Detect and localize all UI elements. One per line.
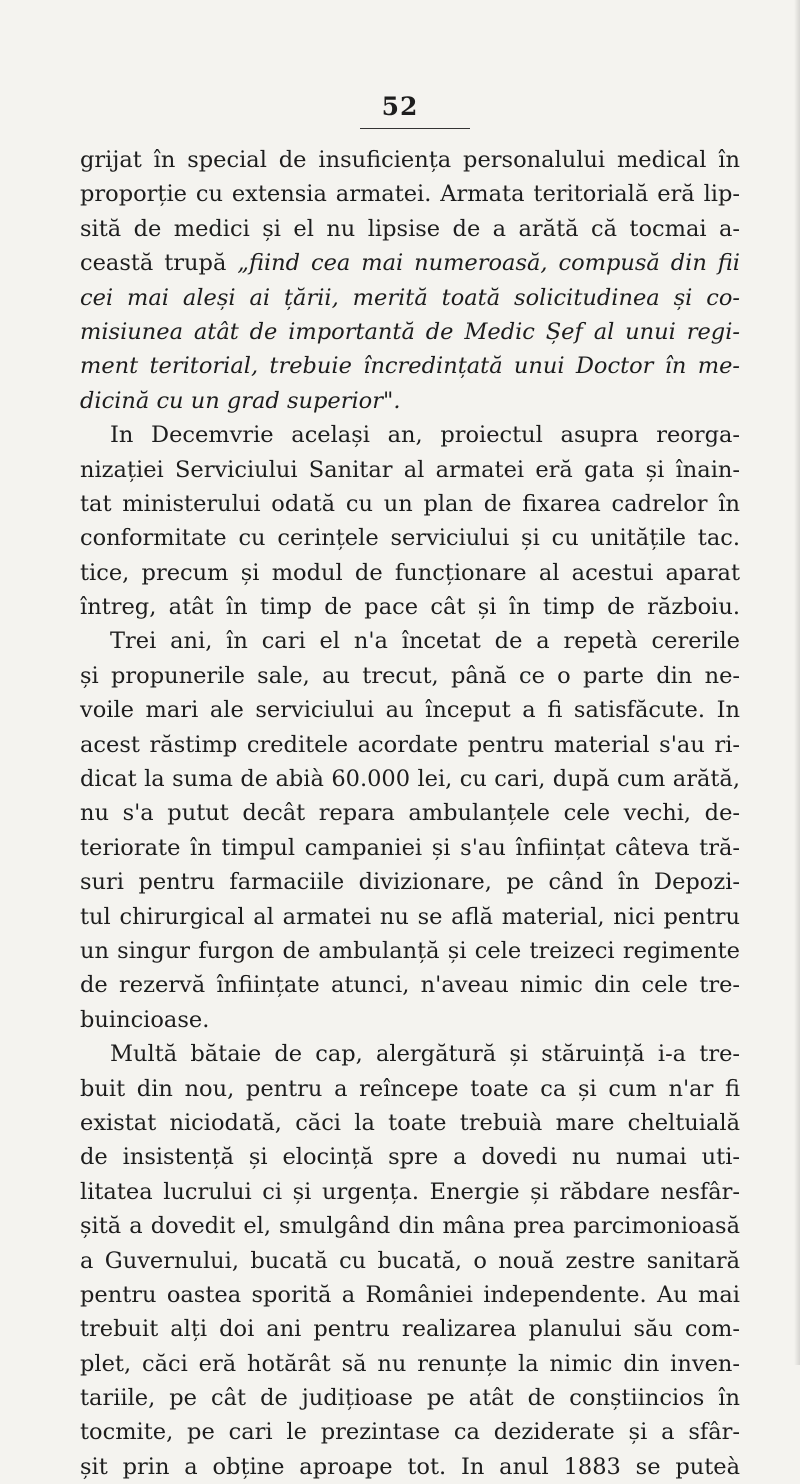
body-text: [80, 143, 740, 1484]
text-line: In Decemvrie același an, proiectul asupra reorga-: [110, 422, 740, 449]
text-line: litatea lucrului ci și urgența. Energie și răbdare nesfâr-: [80, 1178, 740, 1205]
text-line: un singur furgon de ambulanță și cele treizeci regimente: [80, 937, 740, 964]
text-line: Multă bătaie de cap, alergătură și stăruință i-a tre-: [110, 1041, 740, 1068]
text-line: existat niciodată, căci la toate trebuià mare cheltuială: [80, 1109, 740, 1136]
text-line: tice, precum și modul de funcționare al acestui aparat: [80, 559, 740, 586]
text-line: pentru oastea sporită a României independente. Au mai: [80, 1281, 740, 1308]
text-line: sită de medici și el nu lipsise de a arătă că tocmai a-: [80, 215, 740, 242]
text-line: misiunea atât de importantă de Medic Șef al unui regi-: [80, 318, 740, 345]
text-line: acest răstimp creditele acordate pentru material s'au ri-: [80, 731, 740, 758]
page-number: 52: [381, 92, 419, 121]
text-line: suri pentru farmaciile divizionare, pe când în Depozi-: [80, 869, 740, 896]
text-line: și propunerile sale, au trecut, până ce o parte din ne-: [80, 662, 740, 689]
text-line: întreg, atât în timp de pace cât și în timp de războiu.: [80, 594, 740, 621]
text-line: nu s'a putut decât repara ambulanțele cele vechi, de-: [80, 800, 740, 827]
text-line: ceastă trupă „fiind cea mai numeroasă, compusă din fii: [80, 250, 740, 277]
text-line: dicină cu un grad superior".: [80, 387, 401, 414]
text-line: tariile, pe cât de judițioase pe atât de conștiincios în: [80, 1385, 740, 1412]
text-line: șită a dovedit el, smulgând din mâna prea parcimonioasă: [80, 1213, 740, 1240]
text-line: dicat la suma de abià 60.000 lei, cu cari, după cum arătă,: [80, 766, 740, 793]
text-line: tul chirurgical al armatei nu se află material, nici pentru: [80, 903, 740, 930]
text-line: teriorate în timpul campaniei și s'au înființat câteva tră-: [80, 834, 740, 861]
text-line: voile mari ale serviciului au început a fi satisfăcute. In: [80, 697, 740, 724]
text-line: proporție cu extensia armatei. Armata teritorială eră lip-: [80, 181, 740, 208]
text-line: tocmite, pe cari le prezintase ca deziderate și a sfâr-: [80, 1419, 740, 1446]
text-line: a Guvernului, bucată cu bucată, o nouă zestre sanitară: [80, 1247, 740, 1274]
text-line: șit prin a obține aproape tot. In anul 1883 se puteà: [80, 1453, 740, 1480]
page-edge-shadow: [794, 0, 800, 1365]
text-line: tat ministerului odată cu un plan de fixarea cadrelor în: [80, 490, 740, 517]
text-line: de rezervă înființate atunci, n'aveau nimic din cele tre-: [80, 972, 740, 999]
text-line: buincioase.: [80, 1006, 210, 1033]
text-line: buit din nou, pentru a reîncepe toate ca și cum n'ar fi: [80, 1075, 740, 1102]
text-line: conformitate cu cerințele serviciului și cu unitățile tac.: [80, 525, 740, 552]
text-line: ment teritorial, trebuie încredințată unui Doctor în me-: [80, 353, 740, 380]
text-line: grijat în special de insuficiența personalului medical în: [80, 147, 740, 173]
text-line: Trei ani, în cari el n'a încetat de a repetà cererile: [110, 628, 740, 655]
page-number-rule: [360, 128, 470, 129]
text-line: nizației Serviciului Sanitar al armatei eră gata și înain-: [80, 456, 740, 483]
text-line: trebuit alți doi ani pentru realizarea planului său com-: [80, 1316, 740, 1343]
text-line: de insistență și elocință spre a dovedi nu numai uti-: [80, 1144, 740, 1171]
text-line: plet, căci eră hotărât să nu renunțe la nimic din inven-: [80, 1350, 740, 1377]
text-line: cei mai aleși ai țării, merită toată solicitudinea și co-: [80, 284, 740, 311]
